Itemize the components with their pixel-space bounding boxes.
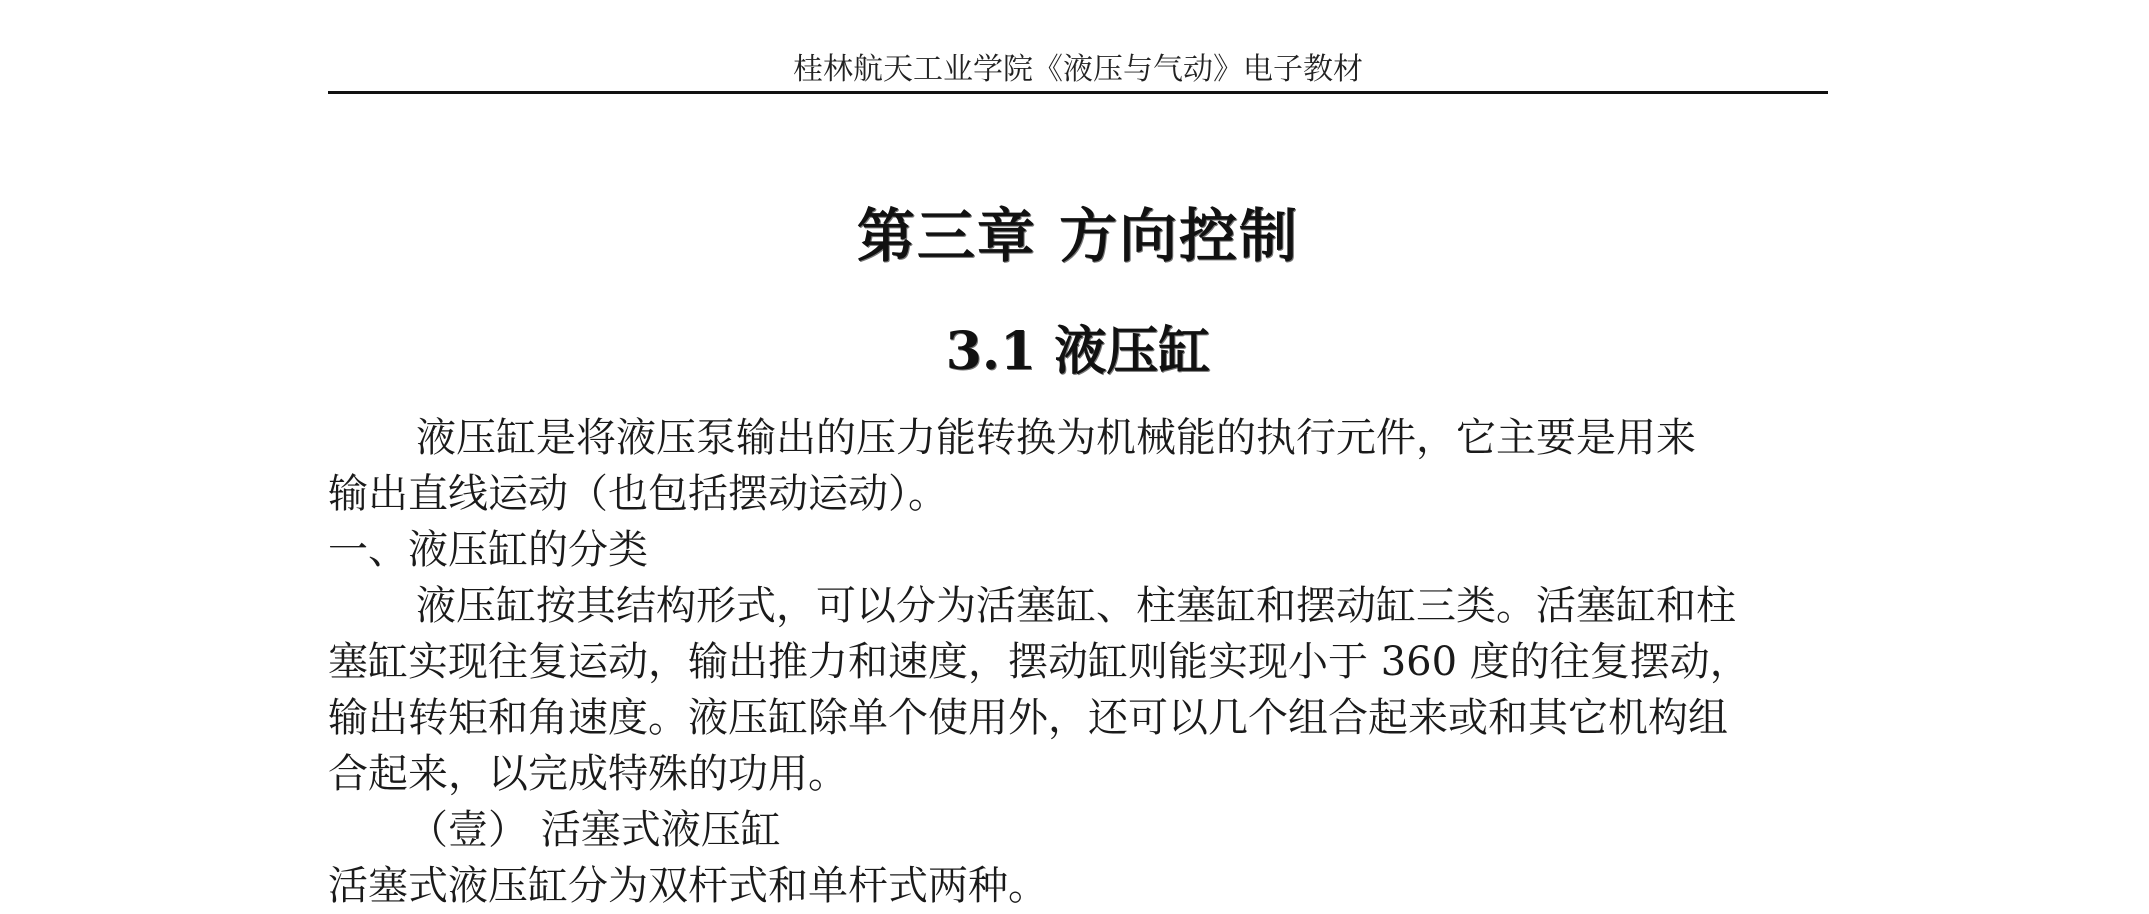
paragraph-line: 液压缸是将液压泵输出的压力能转换为机械能的执行元件，它主要是用来 bbox=[416, 415, 1696, 461]
paragraph-line: 活塞式液压缸分为双杆式和单杆式两种。 bbox=[328, 863, 1048, 909]
chapter-title: 第三章 方向控制 bbox=[856, 202, 1300, 270]
paragraph-line: 合起来，以完成特殊的功用。 bbox=[328, 751, 848, 797]
sub-subsection-heading: （壹） 活塞式液压缸 bbox=[408, 807, 781, 853]
header-rule bbox=[328, 91, 1828, 94]
paragraph-line: 输出转矩和角速度。液压缸除单个使用外，还可以几个组合起来或和其它机构组 bbox=[328, 695, 1728, 741]
paragraph-line: 输出直线运动（也包括摆动运动）。 bbox=[328, 471, 948, 517]
paragraph-line: 液压缸按其结构形式，可以分为活塞缸、柱塞缸和摆动缸三类。活塞缸和柱 bbox=[416, 583, 1736, 629]
section-title: 3.1 液压缸 bbox=[945, 321, 1211, 382]
subsection-heading: 一、液压缸的分类 bbox=[328, 527, 648, 573]
paragraph-line: 塞缸实现往复运动，输出推力和速度，摆动缸则能实现小于 360 度的往复摆动， bbox=[328, 639, 1750, 685]
running-header: 桂林航天工业学院《液压与气动》电子教材 bbox=[793, 52, 1363, 87]
